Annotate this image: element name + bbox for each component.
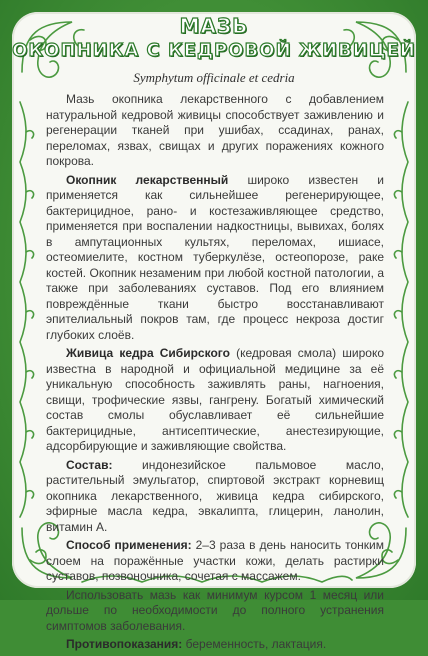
paragraph-text: 2–3 раза в день наносить тонким слоем на поражённые участки кожи, делать растирки суставов, позвоночника, сочетая с массажем. [46,538,385,583]
latin-name: Symphytum officinale et cedria [133,70,295,85]
paragraph-composition [46,458,384,536]
paragraph-text: (кедровая смола) широко известна в народной и официальной медицине за её уникальную способность заживлять раны, нагноения, свищи, трофические язвы, гангрену. Богатый химический состав смолы обуславливает её сильнейшие бактерицидные, антисептические, анестезирующие, адсорбирующие и заживляющие свойства. [46,346,385,453]
paragraph-usage [46,538,384,585]
product-title-line1: МАЗЬ [179,14,249,38]
paragraph-course [46,588,384,635]
paragraph-heading: Окопник лекарственный [66,172,229,187]
paragraph-heading: Способ применения: [66,538,192,552]
description-body [46,92,384,656]
product-title-line2: ОКОПНИКА С КЕДРОВОЙ ЖИВИЦЕЙ [12,40,416,61]
paragraph-text: широко известен и применяется как сильнейшее регенерирующее, бактерицидное, рано- и костезаживляющее средство, применяется при воспалении надкостницы, вывихах, болях в ампутационных культях, переломах, ишиасе, остеомиелите, костном туберкулёзе, остеопорозе, раке костей. Окопник незаменим при любой костной патологии, а также при заболеваниях суставов. Под его влиянием повреждённые ткани быстро восстанавливают эпителиальный покров там, где процесс некроза достиг глубоких слоёв. [46,172,384,342]
paragraph-intro [46,92,384,170]
paragraph-text: Использовать мазь как минимум курсом 1 месяц или дольше по необходимости до полного устранения симптомов заболевания. [46,587,384,633]
paragraph-comfrey [46,173,384,344]
paragraph-text: Мазь окопника лекарственного с добавлением натуральной кедровой живицы способствует заживлению и регенерации тканей при ушибах, ссадинах, ранах, переломах, язвах, свищах и других поражениях кожного покрова. [46,92,384,168]
paragraph-text: беременность, лактация. [182,637,327,651]
paragraph-cedar-resin [46,346,384,455]
paragraph-heading: Живица кедра Сибирского [66,346,230,360]
paragraph-heading: Противопоказания: [66,637,183,651]
paragraph-text: индонезийское пальмовое масло, растительный эмульгатор, спиртовой экстракт корневищ окопника лекарственного, живица кедра сибирского, эфирные масла кедра, эвкалипта, глицерин, ланолин, витамин А. [46,457,384,534]
paragraph-contraindications [46,637,384,653]
paragraph-heading: Состав: [66,457,113,472]
